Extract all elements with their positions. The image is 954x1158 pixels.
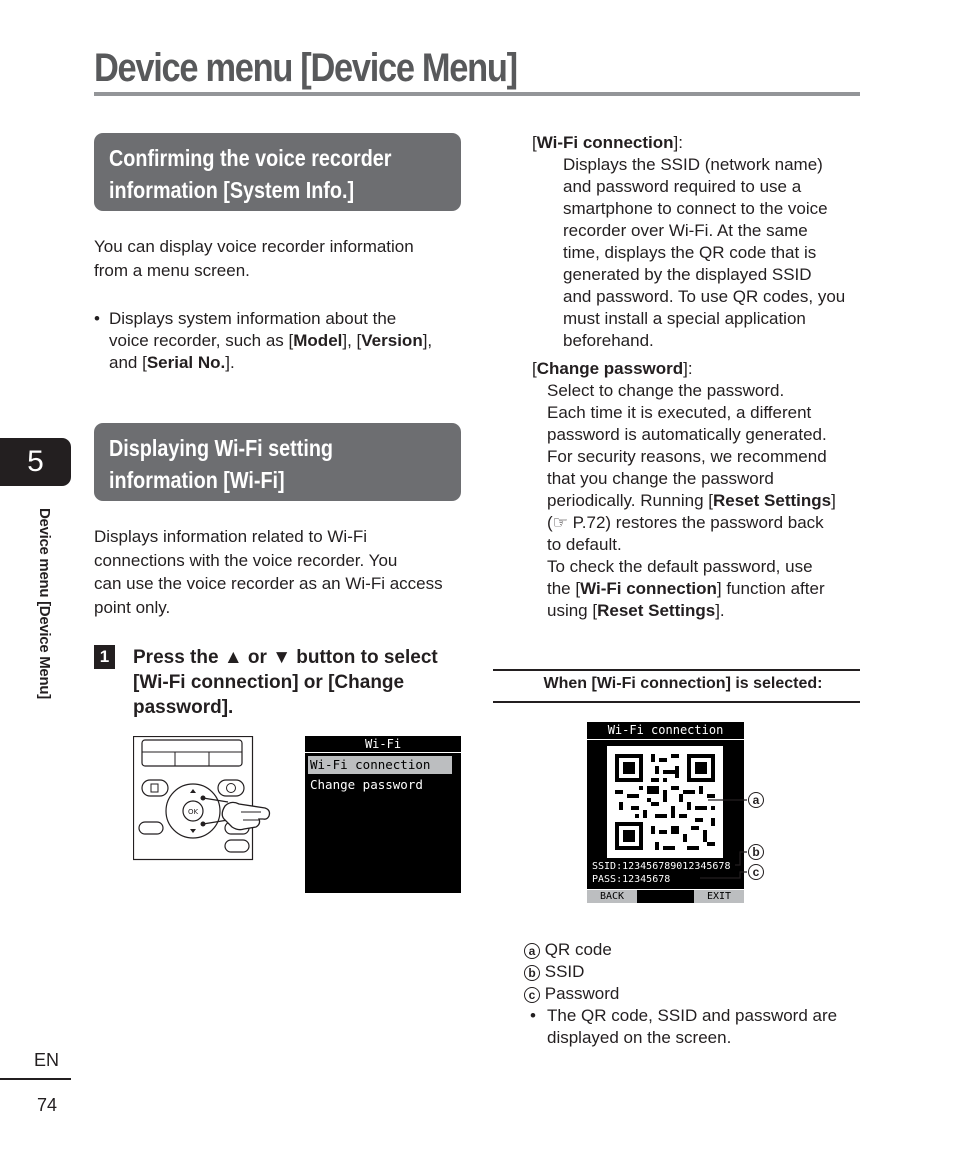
footer-rule	[0, 1078, 71, 1080]
table-rule-top	[493, 669, 860, 671]
section-heading-system-info: Confirming the voice recorder information [System Info.]	[94, 133, 461, 211]
menu-screen-title: Wi-Fi	[305, 736, 461, 753]
ssid-text: SSID:123456789012345678	[592, 861, 731, 872]
language-label: EN	[34, 1050, 60, 1070]
change-password-description: [Change password]: Select to change the password. Each time it is executed, a different password is automatically generated. For security reasons, we recommend that you change the password periodically. Running [Reset Settings] (☞ P.72) restores the password back to default. To check the default password, use the [Wi-Fi connection] function after using [Reset Settings].	[532, 359, 836, 620]
wifi-screen-title: Wi-Fi connection	[587, 722, 744, 740]
svg-text:OK: OK	[187, 808, 199, 816]
back-button[interactable]: BACK	[587, 890, 637, 903]
side-label: Device menu [Device Menu]	[36, 508, 53, 699]
step-instruction: Press the ▲ or ▼ button to select [Wi-Fi connection] or [Change password].	[133, 647, 438, 718]
title-rule	[94, 92, 860, 96]
menu-item-wifi-connection[interactable]: Wi-Fi connection	[308, 756, 452, 774]
recorder-illustration	[133, 736, 254, 861]
page-number: 74	[37, 1095, 58, 1115]
password-text: PASS:12345678	[592, 874, 671, 885]
step-number: 1	[94, 645, 115, 669]
page-title: Device menu [Device Menu]	[94, 46, 517, 90]
system-info-bullet: • Displays system information about the voice recorder, such as [Model], [Version], and [Serial No.].	[94, 309, 433, 372]
when-selected-caption: When [Wi-Fi connection] is selected:	[543, 675, 823, 692]
table-rule-bottom	[493, 701, 860, 703]
wifi-paragraph: Displays information related to Wi-Fi connections with the voice recorder. You can use the voice recorder as an Wi-Fi access point only.	[94, 527, 443, 617]
legend-item-b: b SSID	[524, 961, 864, 983]
wifi-screen-footer	[587, 889, 744, 904]
chapter-tab: 5	[0, 438, 71, 486]
legend	[524, 939, 864, 1049]
legend-note: • The QR code, SSID and password are displayed on the screen.	[530, 1006, 838, 1047]
menu-item-change-password[interactable]: Change password	[310, 777, 423, 792]
bullet: •	[94, 309, 100, 328]
system-info-paragraph: You can display voice recorder information from a menu screen.	[94, 237, 414, 280]
wifi-connection-description: [Wi-Fi connection]: Displays the SSID (network name) and password required to use a smartphone to connect to the voice recorder over Wi-Fi. At the same time, displays the QR code that is generated by the displayed SSID and password. To use QR codes, you must install a special application beforehand.	[532, 133, 846, 350]
section-heading-wifi: Displaying Wi-Fi setting information [Wi-Fi]	[94, 423, 461, 501]
recorder-buttons-icon	[133, 736, 278, 861]
legend-item-a: a QR code	[524, 939, 864, 961]
callout-b: b	[748, 844, 764, 860]
wifi-menu-screen	[305, 736, 461, 893]
exit-button[interactable]: EXIT	[694, 890, 744, 903]
callout-a: a	[748, 792, 764, 808]
callout-c: c	[748, 864, 764, 880]
legend-item-c: c Password	[524, 983, 864, 1005]
